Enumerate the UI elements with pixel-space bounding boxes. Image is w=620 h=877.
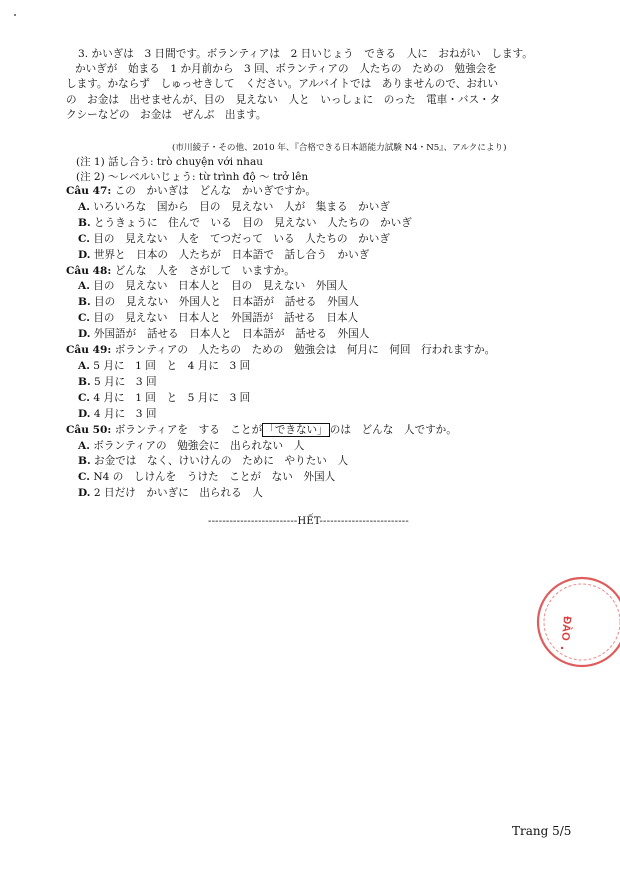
option-letter: A.: [78, 280, 90, 293]
option-50-c: [66, 470, 495, 486]
option-49-a: [66, 359, 495, 375]
question-47: [66, 184, 495, 200]
option-47-a: [66, 200, 495, 216]
option-letter: B.: [78, 296, 91, 309]
option-letter: D.: [78, 407, 91, 420]
passage-source: (市川綾子・その他、2010 年、『合格できる日本語能力試験 N4・N5』、アルクにより): [172, 143, 507, 153]
question-text: どんな 人を さがして いますか。: [114, 264, 295, 277]
question-49: [66, 343, 495, 359]
boxed-phrase: 「できない」: [264, 423, 328, 436]
reading-passage: [66, 47, 566, 123]
footnotes: [76, 155, 308, 184]
option-50-d: [66, 486, 495, 502]
option-letter: D.: [78, 248, 91, 261]
option-letter: A.: [78, 439, 90, 452]
passage-line: 3. かいぎは 3 日間です。ボランティアは 2 日いじょう できる 人に おねがい します。: [78, 48, 533, 60]
question-text-after: のは どんな 人ですか。: [329, 423, 457, 436]
option-49-b: [66, 375, 495, 391]
end-marker: -------------------------HẾT-------------------------: [208, 516, 409, 527]
option-letter: B.: [78, 216, 91, 229]
option-49-d: [66, 407, 495, 423]
footnote: (注 2) ～レベルいじょう: từ trình độ ～ trở lên: [76, 170, 309, 183]
passage-line: します。かならず しゅっせきして ください。アルバイトでは ありませんので、おれい: [66, 78, 499, 91]
option-text: N4 の しけんを うけた ことが ない 外国人: [93, 471, 336, 484]
option-text: 目の 見えない 外国人と 日本語が 話せる 外国人: [94, 296, 359, 309]
option-48-c: [66, 311, 495, 327]
question-list: [66, 184, 495, 502]
option-47-c: [66, 232, 495, 248]
option-letter: D.: [78, 487, 91, 500]
option-50-a: [66, 439, 495, 455]
option-text: 5 月に 1 回 と 4 月に 3 回: [93, 359, 251, 372]
option-50-b: [66, 454, 495, 470]
question-text-before: ボランティアを する ことが: [114, 423, 263, 436]
page-number: Trang 5/5: [512, 824, 572, 838]
question-number: Câu 47:: [66, 185, 112, 197]
option-letter: A.: [78, 359, 90, 372]
question-number: Câu 48:: [66, 264, 112, 277]
red-seal-stamp: [520, 570, 620, 680]
option-48-b: [66, 295, 495, 311]
option-letter: C.: [78, 471, 90, 484]
option-letter: D.: [78, 328, 91, 341]
option-48-d: [66, 327, 495, 343]
question-number: Câu 49:: [66, 344, 112, 357]
option-text: 目の 見えない 日本人と 目の 見えない 外国人: [93, 280, 348, 293]
option-text: お金では なく、けいけんの ために やりたい 人: [94, 455, 349, 468]
option-letter: C.: [78, 232, 90, 245]
option-letter: C.: [78, 391, 90, 404]
option-text: 目の 見えない 人を てつだって いる 人たちの かいぎ: [93, 232, 390, 245]
option-47-b: [66, 216, 495, 232]
option-letter: C.: [78, 312, 90, 325]
option-text: 外国語が 話せる 日本人と 日本語が 話せる 外国人: [93, 328, 370, 341]
option-text: 目の 見えない 日本人と 外国語が 話せる 日本人: [93, 312, 359, 325]
corner-dot: [14, 14, 16, 16]
option-49-c: [66, 391, 495, 407]
option-text: 2 日だけ かいぎに 出られる 人: [93, 487, 263, 500]
question-text: この かいぎは どんな かいぎですか。: [114, 185, 316, 197]
option-letter: B.: [78, 455, 91, 468]
option-text: 4 月に 3 回: [93, 407, 157, 420]
option-text: 4 月に 1 回 と 5 月に 3 回: [93, 391, 251, 404]
question-number: Câu 50:: [66, 423, 112, 436]
passage-line: かいぎが 始まる 1 か月前から 3 回、ボランティアの 人たちの ための 勉強会を: [75, 63, 497, 76]
option-text: とうきょうに 住んで いる 目の 見えない 人たちの かいぎ: [94, 216, 412, 229]
option-text: 世界と 日本の 人たちが 日本語で 話し合う かいぎ: [93, 248, 370, 261]
option-48-a: [66, 279, 495, 295]
passage-line: クシーなどの お金は ぜんぶ 出ます。: [66, 108, 267, 121]
option-text: 5 月に 3 回: [94, 375, 157, 388]
stamp-text: ĐÀO: [558, 615, 573, 642]
option-text: ボランティアの 勉強会に 出られない 人: [93, 439, 305, 452]
footnote: (注 1) 話し合う: trò chuyện với nhau: [76, 156, 263, 168]
question-50: [66, 423, 495, 439]
option-letter: B.: [78, 375, 91, 388]
option-text: いろいろな 国から 目の 見えない 人が 集まる かいぎ: [93, 200, 390, 213]
question-48: [66, 264, 495, 280]
option-letter: A.: [78, 200, 90, 213]
option-47-d: [66, 248, 495, 264]
passage-line: の お金は 出せませんが、目の 見えない 人と いっしょに のった 電車・バス・タ: [66, 93, 501, 106]
question-text: ボランティアの 人たちの ための 勉強会は 何月に 何回 行われますか。: [114, 344, 496, 357]
